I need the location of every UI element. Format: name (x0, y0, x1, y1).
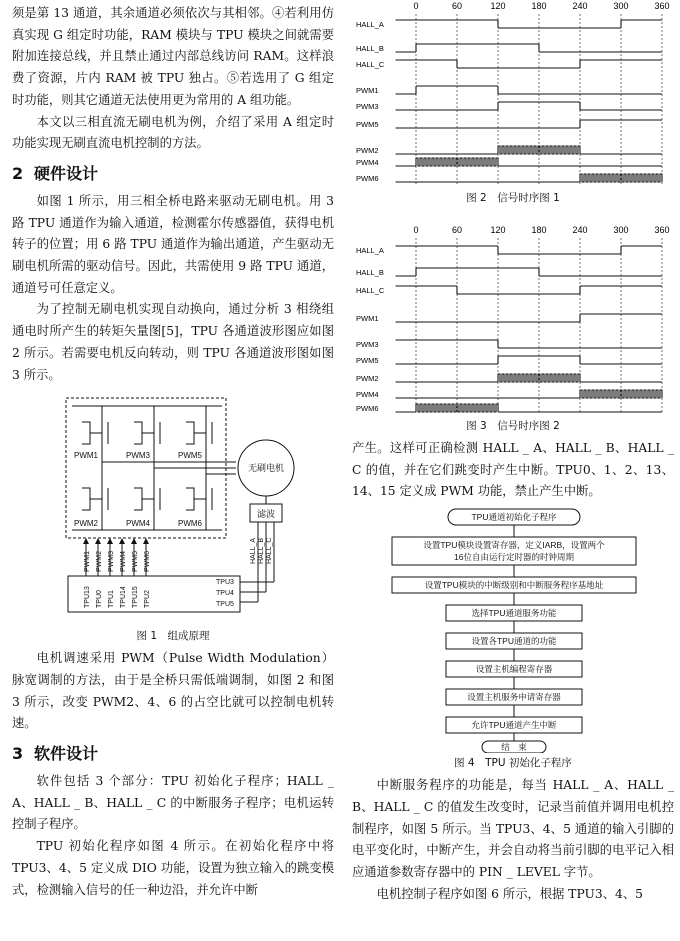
angle-tick-label: 360 (654, 1, 670, 11)
signal-label: PWM5 (356, 120, 379, 129)
signal-label: PWM5 (356, 356, 379, 365)
angle-tick-label: 180 (531, 1, 547, 11)
vert-pwm-label: PWM2 (96, 551, 103, 573)
signal-waveform (396, 158, 663, 166)
paragraph-purpose: 本文以三相直流无刷电机为例，介绍了采用 A 组定时功能实现无刷直流电机控制的方法。 (12, 114, 334, 151)
angle-tick-label: 0 (413, 1, 419, 11)
angle-tick-label: 60 (451, 225, 463, 235)
signal-waveform (396, 268, 663, 276)
filter-label: 滤波 (256, 509, 276, 520)
figure-1-circuit (12, 392, 334, 628)
vert-pwm-label: PWM6 (144, 551, 151, 573)
vert-pwm-label: PWM4 (120, 551, 127, 573)
signal-label: PWM1 (356, 314, 379, 323)
motor-label: 无刷电机 (247, 463, 285, 474)
signal-waveform (396, 356, 663, 364)
pwm-label: PWM1 (74, 451, 98, 461)
signal-label: PWM4 (356, 390, 379, 399)
signal-label: PWM3 (356, 102, 379, 111)
figure-4-caption: 图 4 TPU 初始化子程序 (454, 757, 572, 770)
vert-pwm-label: PWM5 (132, 551, 139, 573)
signal-waveform (396, 120, 663, 128)
angle-tick-label: 300 (613, 1, 629, 11)
section-heading-hardware: 2 硬件设计 (12, 163, 99, 183)
vert-tpu-label: TPU0 (96, 590, 103, 609)
paragraph-hardware-2: 为了控制无刷电机实现自动换向，通过分析 3 相绕组通电时所产生的转矩矢量图[5]，TPU 各通道波形图应如图 2 所示。若需要电机反向转动，则 TPU 各通道波形图如图 3 所示。 (12, 302, 334, 382)
signal-label: PWM6 (356, 404, 379, 413)
signal-label: HALL_A (356, 246, 384, 255)
paragraph-interrupt: 中断服务程序的功能是，每当 HALL _ A、HALL _ B、HALL _ C 的值发生改变时，记录当前值并调用电机控制程序，如图 5 所示。当 TPU3、4、5 通道的输入引脚的电平变化时，中断产生，并会自动将当前引脚的电平记入相应通道参数寄存器中的 PIN _ LEVEL 字节。 (352, 778, 674, 879)
tpu-input-label: TPU4 (216, 590, 234, 598)
signal-waveform (396, 286, 663, 294)
flow-start-label: TPU通道初始化子程序 (471, 512, 557, 523)
paragraph-pwm: 电机调速采用 PWM（Pulse Width Modulation）脉宽调制的方法，由于是全桥只需低端调制，如图 2 和图 3 所示，改变 PWM2、4、6 的占空比就可以控制电机转速。 (12, 651, 334, 731)
pwm-label: PWM5 (178, 451, 202, 461)
bridge-leg-1 (82, 406, 108, 530)
vert-tpu-label: TPU14 (120, 586, 127, 609)
section-heading-software: 3 软件设计 (12, 744, 99, 764)
signal-label: HALL_A (356, 20, 384, 29)
tpu-input-label: TPU3 (216, 579, 234, 587)
vert-pwm-label: PWM1 (84, 551, 91, 573)
signal-waveform (396, 146, 663, 154)
signal-waveform (396, 60, 663, 68)
signal-label: PWM1 (356, 86, 379, 95)
signal-waveform (396, 390, 663, 398)
left-column (12, 0, 334, 901)
flow-step-label: 设置各TPU通道的功能 (471, 636, 557, 647)
figure-3-timing (352, 224, 674, 416)
signal-label: PWM3 (356, 340, 379, 349)
signal-waveform (396, 174, 663, 182)
paragraph-hardware-1: 如图 1 所示，用三相全桥电路来驱动无刷电机。用 3 路 TPU 通道作为输入通道，检测霍尔传感器值，获得电机转子的位置；用 6 路 TPU 通道作为输出通道，产生驱动无刷电机所需的驱动信号。因此，共需使用 9 路 TPU 通道，通道号可任意定义。 (12, 193, 334, 295)
figure-2-timing (352, 0, 674, 188)
angle-tick-label: 120 (490, 1, 506, 11)
signal-waveform (396, 314, 663, 322)
vert-pwm-label: PWM3 (108, 551, 115, 573)
right-column (352, 0, 674, 905)
figure-4-flowchart (352, 507, 674, 753)
hall-label: HALL_C (266, 537, 273, 565)
signal-label: HALL_C (356, 60, 385, 69)
angle-tick-label: 60 (451, 1, 463, 11)
angle-tick-label: 300 (613, 225, 629, 235)
pwm-label: PWM4 (126, 519, 150, 529)
signal-waveform (396, 340, 663, 348)
signal-waveform (396, 20, 663, 28)
signal-label: PWM6 (356, 174, 379, 183)
vert-tpu-label: TPU1 (108, 590, 115, 609)
signal-waveform (396, 102, 663, 110)
hall-label: HALL_B (258, 538, 265, 565)
vert-tpu-label: TPU15 (132, 586, 139, 609)
signal-label: HALL_C (356, 286, 385, 295)
angle-tick-label: 240 (572, 225, 588, 235)
controller-block (68, 576, 240, 612)
signal-waveform (396, 44, 663, 52)
paragraph-software-2: TPU 初始化程序如图 4 所示。在初始化程序中将 TPU3、4、5 定义成 DIO 功能，设置为独立输入的跳变模式，检测输入信号的任一种边沿，并允许中断 (12, 839, 334, 897)
signal-waveform (396, 404, 663, 412)
flow-end-label: 结 束 (501, 742, 527, 753)
figure-2-caption: 图 2 信号时序图 1 (466, 192, 560, 204)
hall-label: HALL_A (250, 538, 257, 565)
signal-waveform (396, 246, 663, 254)
pwm-label: PWM6 (178, 519, 202, 529)
angle-tick-label: 120 (490, 225, 506, 235)
paragraph-motor-control: 电机控制子程序如图 6 所示，根据 TPU3、4、5 (376, 886, 643, 901)
flow-step-label: 设置TPU模块设置寄存器，定义IARB，设置两个 (423, 540, 605, 551)
flow-step-label: 设置主机编程寄存器 (475, 664, 553, 675)
signal-waveform (396, 374, 663, 382)
paragraph-software-1: 软件包括 3 个部分：TPU 初始化子程序；HALL _ A、HALL _ B、HALL _ C 的中断服务子程序；电机运转控制子程序。 (12, 774, 334, 832)
vert-tpu-label: TPU13 (84, 586, 91, 609)
signal-label: HALL_B (356, 268, 384, 277)
tpu-input-label: TPU5 (216, 601, 234, 609)
angle-tick-label: 180 (531, 225, 547, 235)
flow-step-label: 选择TPU通道服务功能 (471, 608, 557, 619)
angle-tick-label: 240 (572, 1, 588, 11)
angle-tick-label: 360 (654, 225, 670, 235)
figure-1-caption: 图 1 组成原理 (136, 630, 210, 643)
vert-tpu-label: TPU2 (144, 590, 151, 609)
pwm-label: PWM3 (126, 451, 150, 461)
signal-waveform (396, 86, 663, 94)
angle-tick-label: 0 (413, 225, 419, 235)
figure-3-caption: 图 3 信号时序图 2 (466, 420, 560, 432)
flow-step-label: 设置TPU模块的中断级别和中断服务程序基地址 (424, 580, 604, 591)
pwm-label: PWM2 (74, 519, 98, 529)
flow-step-label: 设置主机服务申请寄存器 (467, 692, 561, 703)
signal-label: PWM4 (356, 158, 379, 167)
paragraph-continued: 产生。这样可正确检测 HALL _ A、HALL _ B、HALL _ C 的值，并在它们跳变时产生中断。TPU0、1、2、13、14、15 定义成 PWM 功能，禁止产生中断。 (352, 441, 674, 499)
flow-step-label: 允许TPU通道产生中断 (471, 720, 557, 731)
signal-label: PWM2 (356, 374, 379, 383)
flow-step-label: 16位自由运行定时器的时钟周期 (454, 552, 574, 563)
signal-label: HALL_B (356, 44, 384, 53)
signal-label: PWM2 (356, 146, 379, 155)
paragraph-intro-continued: 须是第 13 通道，其余通道必须依次与其相邻。④若利用仿真实现 G 组定时功能，RAM 模块与 TPU 模块之间就需要附加连接总线，并且禁止通过内部总线访问 RAM。这样浪费了资源，片内 RAM 被 TPU 独占。⑤若选用了 G 组定时功能，则其它通道无法使用更为常用的 A 组功能。 (12, 6, 334, 107)
